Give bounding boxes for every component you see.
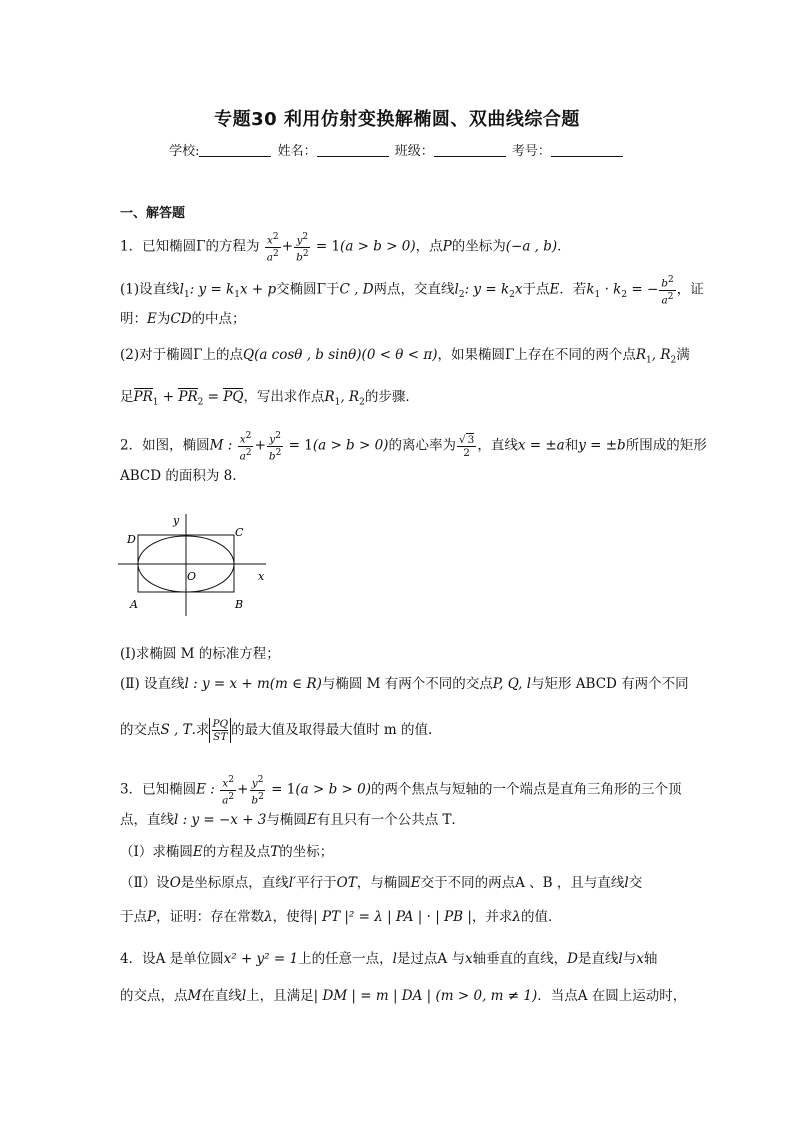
ellipse-fraction-x: $\frac{x^2}{a^2}$ [266, 232, 279, 263]
q1-part1: (1)设直线$l_1$: $y = k_1x + p$交椭圆Γ于C , D两点，交直线$l_2$: $y = k_2x$于点E．若$k_1 \cdot k_2$ = − $\frac{b^2}{a^2}$ ，证 [120, 275, 704, 306]
point-d-label: D [127, 533, 136, 546]
q2-stem: 2．如图，椭圆M : $\frac{x^2}{a^2}$ + $\frac{y^2}{b^2}$ = 1(a > b > 0)的离心率为 $\frac{√ 3}{2}$ ，直线x = ±a和y = ±b所围成的矩形 [120, 431, 707, 462]
student-info-line [0, 140, 794, 159]
class-label: 班级： [394, 144, 434, 159]
q3-part2-cont: 于点P，证明：存在常数λ，使得| PT |² = λ | PA | · | PB |，并求λ的值． [120, 909, 562, 925]
origin-label: O [187, 570, 197, 583]
q2-part2: (Ⅱ) 设直线l : y = x + m(m ∈ R)与椭圆 M 有两个不同的交点P, Q, l与矩形 ABCD 有两个不同 [120, 676, 689, 692]
q1-part1-cont: 明：E为CD的中点； [120, 311, 246, 327]
page-title: 专题30 利用仿射变换解椭圆、双曲线综合题 [214, 109, 580, 130]
exam-no-label: 考号： [511, 144, 551, 159]
y-label: y [173, 514, 180, 527]
q4-stem-cont: 的交点，点M在直线l上，且满足| DM | = m | DA | (m > 0, m ≠ 1)．当点A 在圆上运动时， [120, 988, 687, 1004]
ellipse-fraction-y: $\frac{y^2}{b^2}$ [296, 232, 309, 263]
q3-stem: 3．已知椭圆E : $\frac{x^2}{a^2}$ + $\frac{y^2}{b^2}$ = 1(a > b > 0)的两个焦点与短轴的一个端点是直角三角形的三个顶 [120, 775, 682, 806]
point-a-label: A [130, 598, 138, 611]
section-heading: 一、解答题 [120, 206, 186, 221]
q1-part2-cont: 足$PR_1 + PR_2$ = PQ，写出求作点$R_1$, $R_2$的步骤． [120, 389, 419, 408]
name-blank[interactable] [317, 144, 389, 157]
q2-part2-cont: 的交点S , T.求 $\frac{PQ}{ST}$ 的最大值及取得最大值时 m 的值. [120, 718, 433, 743]
name-label: 姓名： [277, 144, 317, 159]
class-blank[interactable] [434, 144, 506, 157]
q3-part2: （Ⅱ）设O是坐标原点，直线l′平行于OT，与椭圆E交于不同的两点A 、B ，且与直线l交 [120, 875, 643, 891]
school-blank[interactable] [199, 144, 271, 157]
q4-stem: 4．设A 是单位圆x² + y² = 1上的任意一点，l是过点A 与x轴垂直的直线，D是直线l与x轴 [120, 951, 658, 967]
q3-stem-cont: 点，直线l : y = −x + 3与椭圆E有且只有一个公共点 T． [120, 812, 466, 828]
ellipse-rectangle-figure [118, 506, 278, 616]
school-label: 学校: [169, 144, 200, 159]
q2-part1: (Ⅰ)求椭圆 M 的标准方程； [120, 646, 280, 662]
point-b-label: B [235, 598, 244, 611]
q1-stem: 1．已知椭圆Γ的方程为 $\frac{x^2}{a^2}$ + $\frac{y^2}{b^2}$ = 1(a > b > 0)，点P的坐标为(−a , b)． [120, 232, 571, 263]
x-label: x [258, 570, 265, 583]
q3-part1: （Ⅰ）求椭圆E的方程及点T的坐标； [120, 844, 334, 860]
exam-no-blank[interactable] [551, 144, 623, 157]
point-c-label: C [235, 526, 244, 539]
q2-stem-cont: ABCD 的面积为 8. [120, 468, 237, 484]
q1-part2: (2)对于椭圆Γ上的点Q(a cosθ , b sinθ)(0 < θ < π)，如果椭圆Γ上存在不同的两个点$R_1$, $R_2$满 [120, 347, 690, 366]
